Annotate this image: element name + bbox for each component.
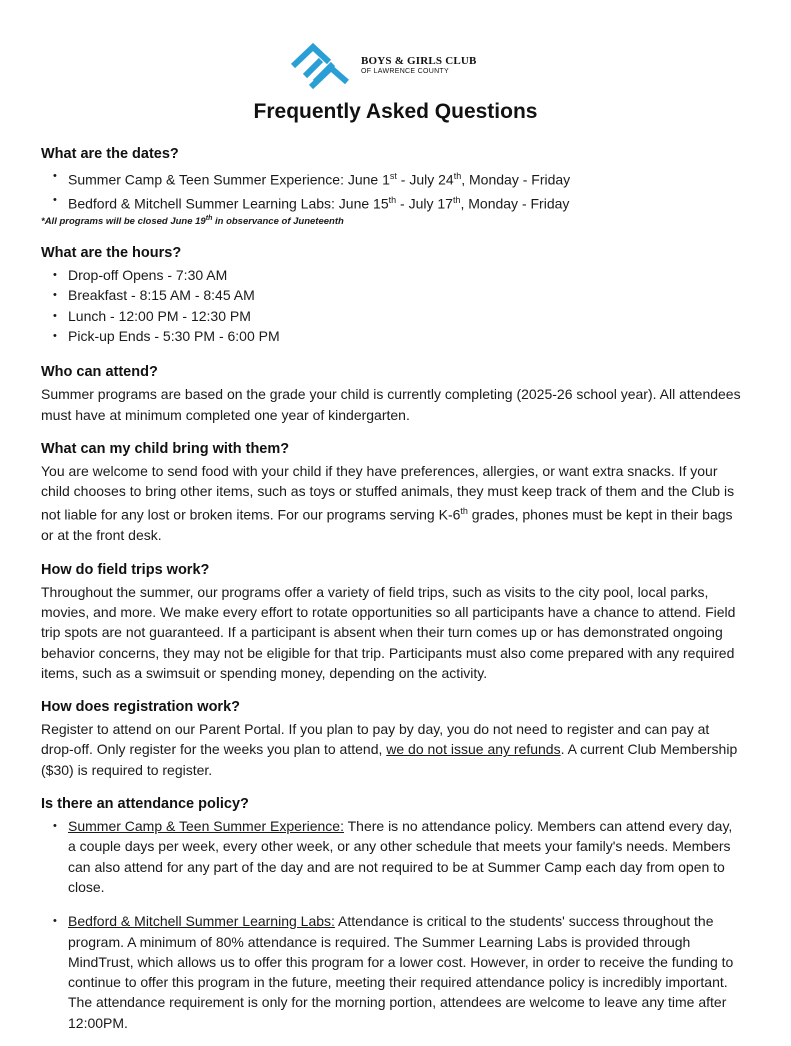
policy-list [41, 816, 741, 1033]
list-item: • Pick-up Ends - 5:30 PM - 6:00 PM [41, 326, 741, 346]
list-item: • Summer Camp & Teen Summer Experience: There is no attendance policy. Members can attend every day, a couple days per week, every other week, or any other schedule that meets your family's needs. Members can also attend for any part of the day and are not required to be at Summer Camp each day from open to close. [41, 816, 741, 897]
question-attend: Who can attend? [41, 364, 158, 381]
question-hours: What are the hours? [41, 245, 182, 262]
list-item: • Breakfast - 8:15 AM - 8:45 AM [41, 285, 741, 305]
dates-list [41, 166, 741, 214]
closure-note: *All programs will be closed June 19th in observance of Juneteenth [41, 214, 344, 228]
org-subtitle: OF LAWRENCE COUNTY [361, 68, 449, 75]
answer-registration: Register to attend on our Parent Portal. If you plan to pay by day, you do not need to register and can pay at drop-off. Only register for the weeks you plan to attend, we do not issue any refunds. A current Club Membership ($30) is required to register. [41, 721, 738, 778]
hours-list [41, 265, 741, 346]
spacer [41, 897, 741, 911]
answer-attend: Summer programs are based on the grade your child is currently completing (2025-26 school year). All attendees must have at minimum completed one year of kindergarten. [41, 386, 741, 423]
faq-content [41, 146, 741, 1046]
question-registration: How does registration work? [41, 699, 240, 716]
question-bring: What can my child bring with them? [41, 440, 290, 457]
policy-label: Bedford & Mitchell Summer Learning Labs: [68, 913, 335, 930]
club-logo-icon [285, 42, 355, 92]
question-policy: Is there an attendance policy? [41, 796, 249, 813]
answer-bring: You are welcome to send food with your child if they have preferences, allergies, or want extra snacks. If your child chooses to bring other items, such as toys or stuffed animals, they must keep track of them and the Club is not liable for any lost or broken items. For our programs serving K-6th grades, phones must be kept in their bags or at the front desk. [41, 462, 735, 544]
faq-hours [41, 245, 741, 346]
faq-policy [41, 796, 741, 1033]
policy-label: Summer Camp & Teen Summer Experience: [68, 818, 344, 835]
list-item: • Lunch - 12:00 PM - 12:30 PM [41, 306, 741, 326]
list-item: • Bedford & Mitchell Summer Learning Labs: June 15th - July 17th, Monday - Friday [41, 190, 741, 214]
faq-registration [41, 699, 741, 780]
refund-notice: we do not issue any refunds [386, 741, 561, 758]
list-item: • Drop-off Opens - 7:30 AM [41, 265, 741, 285]
answer-trips: Throughout the summer, our programs offer a variety of field trips, such as visits to the city pool, local parks, movies, and more. We make every effort to rotate opportunities so all participants have a chance to attend. Field trip spots are not guaranteed. If a participant is absent when their turn comes up or has demonstrated ongoing behavior concerns, they may not be eligible for that trip. Participants must also come prepared with any required items, such as a swimsuit or spending money, depending on the activity. [41, 583, 736, 681]
page-title: Frequently Asked Questions [253, 100, 538, 123]
club-logo [285, 42, 500, 92]
org-name: BOYS & GIRLS CLUB [361, 55, 477, 67]
question-dates: What are the dates? [41, 146, 179, 162]
question-trips: How do field trips work? [41, 561, 210, 578]
list-item: • Summer Camp & Teen Summer Experience: June 1st - July 24th, Monday - Friday [41, 166, 741, 190]
faq-attend [41, 364, 741, 425]
faq-bring [41, 441, 741, 546]
list-item: • Bedford & Mitchell Summer Learning Labs: Attendance is critical to the students' success throughout the program. A minimum of 80% attendance is required. The Summer Learning Labs is provided through MindTrust, which allows us to offer this program for a lower cost. However, in order to receive the funding to continue to offer this program in the future, meeting their required attendance policy is incredibly important. The attendance requirement is only for the morning portion, attendees are welcome to leave any time after 12:00PM. [41, 911, 741, 1033]
faq-trips [41, 562, 741, 683]
faq-dates [41, 146, 741, 227]
